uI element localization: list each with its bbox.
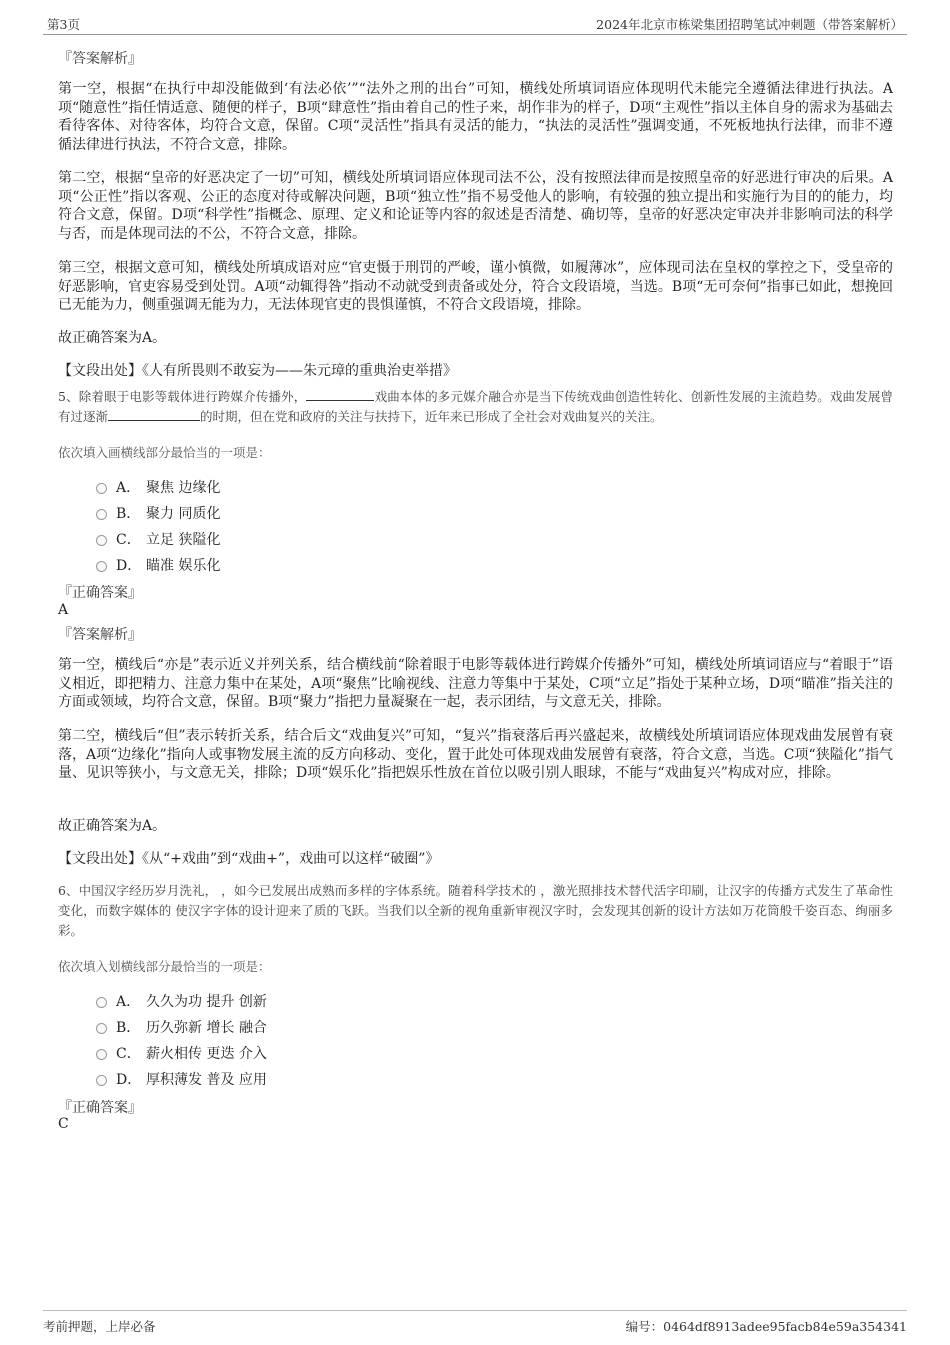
q4-analysis-label: 『答案解析』 <box>58 51 142 67</box>
option-text: 厚积薄发 普及 应用 <box>146 1072 267 1088</box>
option-text: 历久弥新 增长 融合 <box>146 1020 267 1036</box>
option-text: 立足 狭隘化 <box>146 532 221 548</box>
footer-slogan: 考前押题，上岸必备 <box>43 1319 156 1334</box>
q5-conclusion: 故正确答案为A。 <box>58 818 167 834</box>
q6-instruction: 依次填入划横线部分最恰当的一项是： <box>58 959 271 974</box>
radio-icon[interactable] <box>96 535 107 546</box>
q5-stem <box>58 387 893 427</box>
q5-stem-part-3: 的时期，但在党和政府的关注与扶持下，近年来已形成了全社会对戏曲复兴的关注。 <box>200 409 663 424</box>
radio-icon[interactable] <box>96 483 107 494</box>
q4-analysis-paragraph-2: 第二空，根据“皇帝的好恶决定了一切”可知，横线处所填词语应体现司法不公，没有按照法律而是按照皇帝的好恶进行审决的后果。A项“公正性”指以客观、公正的态度对待或解决问题，B项“独立性”指不易受他人的影响，有较强的独立提出和实施行为目的的能力，均符合文意，保留。D项“科学性”指概念、原理、定义和论证等内容的叙述是否清楚、确切等，皇帝的好恶决定审决并非影响司法的科学与否，而是体现司法的不公，不符合文意，排除。 <box>58 170 893 242</box>
option-letter: D． <box>116 558 142 574</box>
q6-stem: 6、中国汉字经历岁月洗礼， ，如今已发展出成熟而多样的字体系统。随着科学技术的 ，激光照排技术替代活字印刷，让汉字的传播方式发生了革命性变化，而数字媒体的 使汉字字体的设计迎来了质的飞跃。当我们以全新的视角重新审视汉字时，会发现其创新的设计方法如万花筒般千姿百态、绚丽多彩。 <box>58 883 893 938</box>
q4-source: 【文段出处】《人有所畏则不敢妄为——朱元璋的重典治吏举措》 <box>58 363 457 379</box>
q4-analysis-paragraph-1: 第一空，根据“在执行中却没能做到‘有法必依’”“法外之刑的出台”可知，横线处所填词语应体现明代未能完全遵循法律进行执法。A项“随意性”指任情适意、随便的样子，B项“肆意性”指由着自己的性子来，胡作非为的样子，D项“主观性”指以主体自身的需求为基础去看待客体、对待客体，均符合文意，保留。C项“灵活性”指具有灵活的能力，“执法的灵活性”强调变通，不死板地执行法律，而非不遵循法律进行执法，不符合文意，排除。 <box>58 81 893 153</box>
option-letter: A． <box>116 480 141 496</box>
q5-source: 【文段出处】《从“+戏曲”到“戏曲+”，戏曲可以这样“破圈”》 <box>58 851 440 867</box>
radio-icon[interactable] <box>96 509 107 520</box>
option-letter: A． <box>116 994 141 1010</box>
option-text: 瞄准 娱乐化 <box>146 558 221 574</box>
q6-correct-answer: C <box>58 1116 69 1132</box>
q5-analysis-paragraph-2: 第二空，横线后“但”表示转折关系，结合后文“戏曲复兴”可知，“复兴”指衰落后再兴盛起来，故横线处所填词语应体现戏曲发展曾有衰落，A项“边缘化”指向人或事物发展主流的反方向移动、变化，置于此处可体现戏曲发展曾有衰落，符合文意，当选。C项“狭隘化”指气量、见识等狭小，与文意无关，排除；D项“娱乐化”指把娱乐性放在首位以吸引别人眼球，不能与“戏曲复兴”构成对应，排除。 <box>58 728 893 781</box>
q4-conclusion: 故正确答案为A。 <box>58 330 167 346</box>
option-letter: C． <box>116 532 141 548</box>
q5-instruction: 依次填入画横线部分最恰当的一项是： <box>58 445 271 460</box>
page-number: 第3页 <box>47 17 80 32</box>
option-letter: D． <box>116 1072 142 1088</box>
option-text: 久久为功 提升 创新 <box>146 994 267 1010</box>
document-title: 2024年北京市栋梁集团招聘笔试冲刺题（带答案解析） <box>596 17 903 32</box>
q5-stem-part-1: 5、除着眼于电影等载体进行跨媒介传播外， <box>58 389 307 404</box>
q5-analysis-paragraph-1: 第一空，横线后“亦是”表示近义并列关系，结合横线前“除着眼于电影等载体进行跨媒介传播外”可知，横线处所填词语应与“着眼于”语义相近，即把精力、注意力集中在某处，A项“聚焦”比喻视线、注意力等集中于某处，C项“立足”指处于某种立场，D项“瞄准”指关注的方面或领域，均符合文意，保留。B项“聚力”指把力量凝聚在一起，表示团结，与文意无关，排除。 <box>58 657 893 710</box>
option-letter: C． <box>116 1046 141 1062</box>
radio-icon[interactable] <box>96 1049 107 1060</box>
radio-icon[interactable] <box>96 561 107 572</box>
radio-icon[interactable] <box>96 1075 107 1086</box>
q4-analysis-paragraph-3: 第三空，根据文意可知，横线处所填成语对应“官吏慑于刑罚的严峻，谨小慎微，如履薄冰”，应体现司法在皇权的掌控之下，受皇帝的好恶影响，官吏容易受到处罚。A项“动辄得咎”指动不动就受到责备或处分，符合文段语境，当选。B项“无可奈何”指事已如此，想挽回已无能为力，侧重强调无能为力，无法体现官吏的畏惧谨慎，不符合文段语境，排除。 <box>58 260 893 313</box>
option-text: 薪火相传 更迭 介入 <box>146 1046 267 1062</box>
document-id: 编号：0464df8913adee95facb84e59a354341 <box>625 1319 907 1334</box>
option-letter: B． <box>116 1020 141 1036</box>
option-letter: B． <box>116 506 141 522</box>
q5-analysis-label: 『答案解析』 <box>58 627 142 643</box>
page-header <box>43 14 907 35</box>
q5-blank-1 <box>306 387 374 401</box>
q5-correct-answer: A <box>58 602 69 618</box>
q5-stem-part-2: 戏曲本体的多元媒介融合亦是当下传统戏曲创造性转化、创新性发展的主流趋势。戏曲发展曾有过逐渐 <box>58 389 893 424</box>
q5-blank-2 <box>108 407 200 421</box>
option-text: 聚力 同质化 <box>146 506 221 522</box>
radio-icon[interactable] <box>96 1023 107 1034</box>
option-text: 聚焦 边缘化 <box>146 480 221 496</box>
radio-icon[interactable] <box>96 997 107 1008</box>
q5-correct-label: 『正确答案』 <box>58 585 142 601</box>
page-footer <box>43 1310 907 1337</box>
q6-correct-label: 『正确答案』 <box>58 1100 142 1116</box>
